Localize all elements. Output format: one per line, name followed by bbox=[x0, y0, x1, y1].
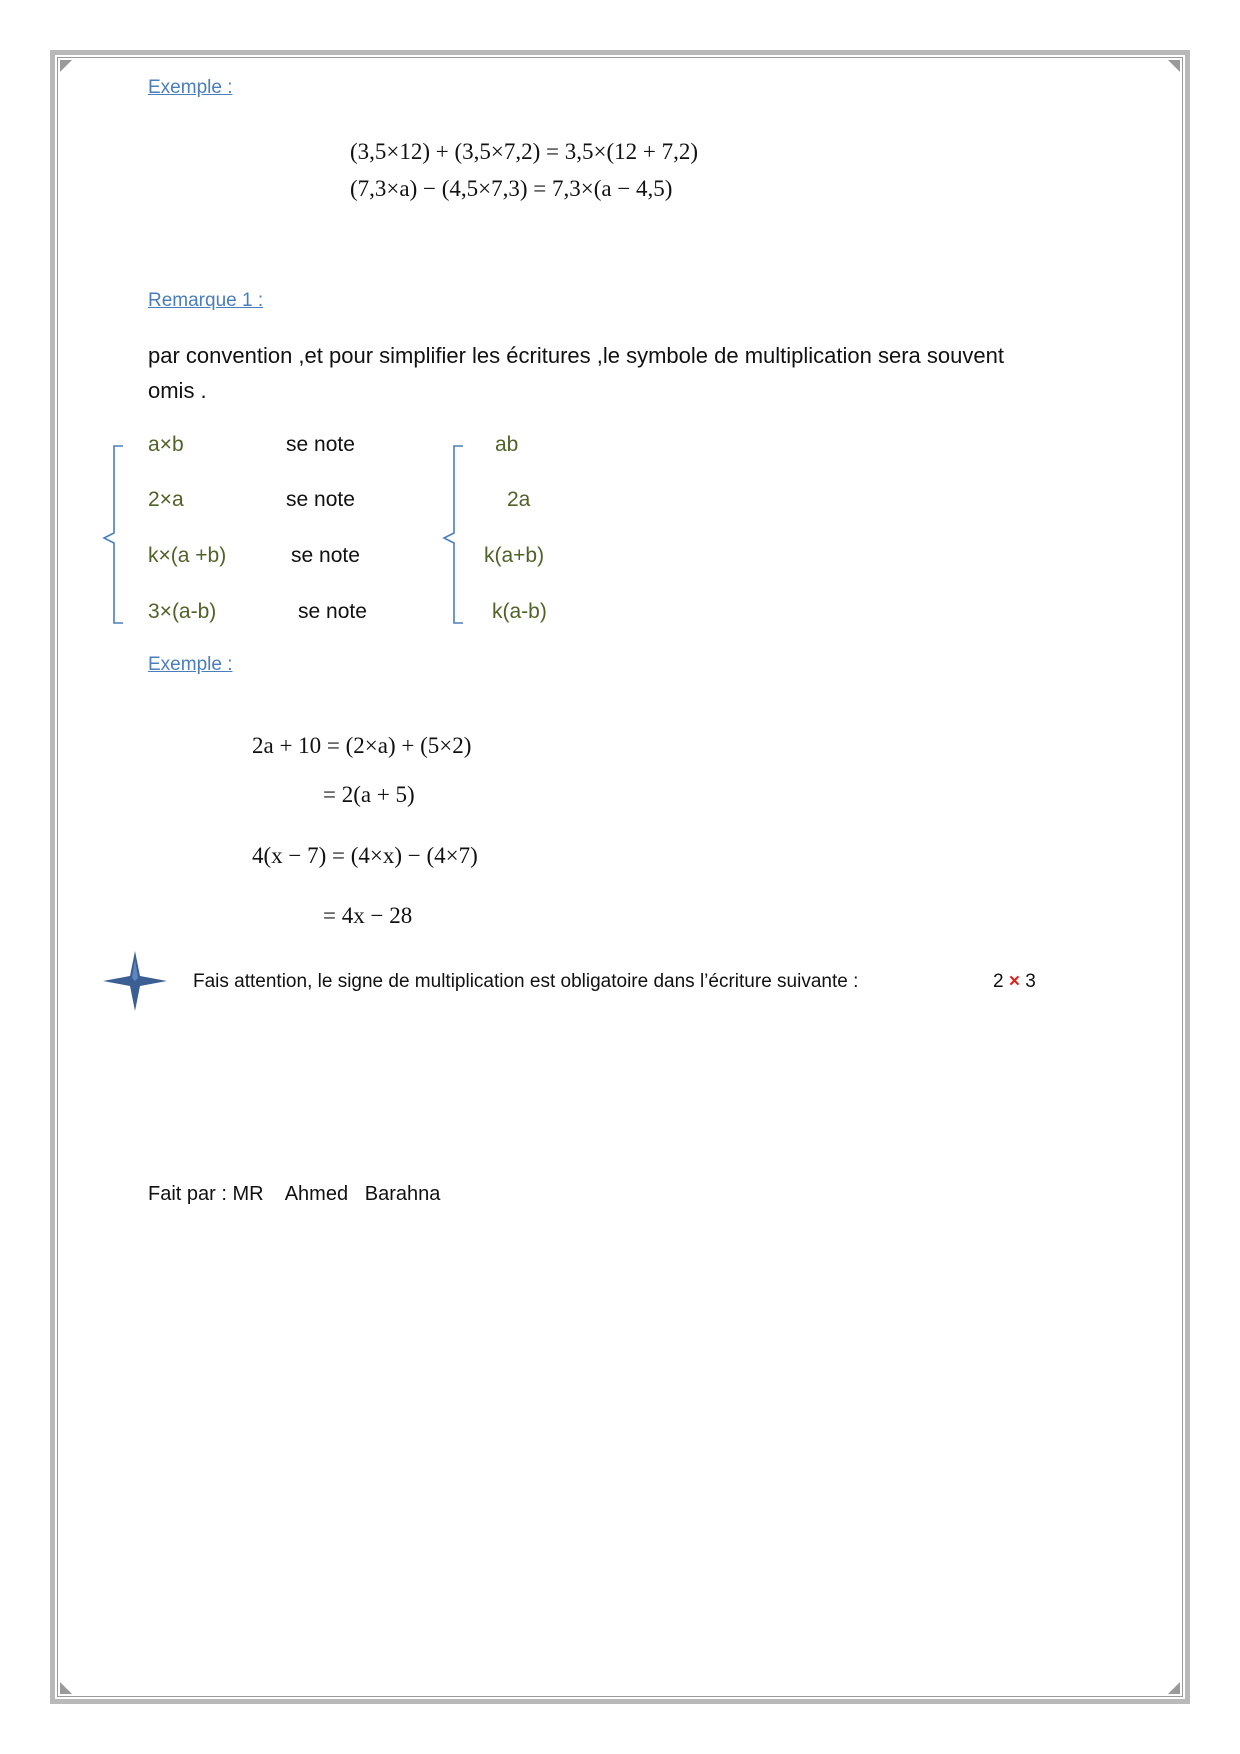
notation-right-2: 2a bbox=[507, 488, 531, 511]
notation-right-4: k(a-b) bbox=[492, 600, 547, 623]
notation-right-3: k(a+b) bbox=[484, 544, 545, 567]
notation-left-2: 2×a bbox=[148, 488, 184, 511]
left-brace-icon bbox=[98, 438, 128, 628]
notation-middle-1: se note bbox=[286, 433, 355, 456]
notation-left-4: 3×(a-b) bbox=[148, 600, 217, 623]
remark-text-line-1: par convention ,et pour simplifier les écritures ,le symbole de multiplication sera souvent bbox=[148, 343, 1004, 368]
notation-left-1: a×b bbox=[148, 433, 184, 456]
notation-left-3: k×(a +b) bbox=[148, 544, 227, 567]
attention-text: Fais attention, le signe de multiplication est obligatoire dans l’écriture suivante : bbox=[193, 971, 859, 992]
example-heading-2: Exemple : bbox=[148, 654, 233, 675]
example2-equation-3: 4(x − 7) = (4×x) − (4×7) bbox=[252, 843, 478, 868]
expr-right: 3 bbox=[1025, 971, 1036, 992]
attention-expression bbox=[993, 971, 1036, 993]
remark-heading: Remarque 1 : bbox=[148, 290, 264, 311]
notation-middle-4: se note bbox=[298, 600, 367, 623]
example-equation-2: (7,3×a) − (4,5×7,3) = 7,3×(a − 4,5) bbox=[350, 176, 673, 201]
notation-middle-2: se note bbox=[286, 488, 355, 511]
example2-equation-2: = 2(a + 5) bbox=[323, 782, 415, 807]
notation-middle-3: se note bbox=[291, 544, 360, 567]
notation-right-1: ab bbox=[495, 433, 519, 456]
example-equation-1: (3,5×12) + (3,5×7,2) = 3,5×(12 + 7,2) bbox=[350, 139, 699, 164]
multiplication-sign: × bbox=[1008, 971, 1020, 992]
author-credit: Fait par : MR Ahmed Barahna bbox=[148, 1183, 441, 1205]
remark-text-line-2: omis . bbox=[148, 378, 207, 403]
expr-left: 2 bbox=[993, 971, 1004, 992]
four-point-star-icon bbox=[102, 950, 168, 1012]
right-brace-icon bbox=[438, 438, 468, 628]
example2-equation-4: = 4x − 28 bbox=[323, 903, 413, 928]
example-heading-1: Exemple : bbox=[148, 77, 233, 98]
example2-equation-1: 2a + 10 = (2×a) + (5×2) bbox=[252, 733, 472, 758]
